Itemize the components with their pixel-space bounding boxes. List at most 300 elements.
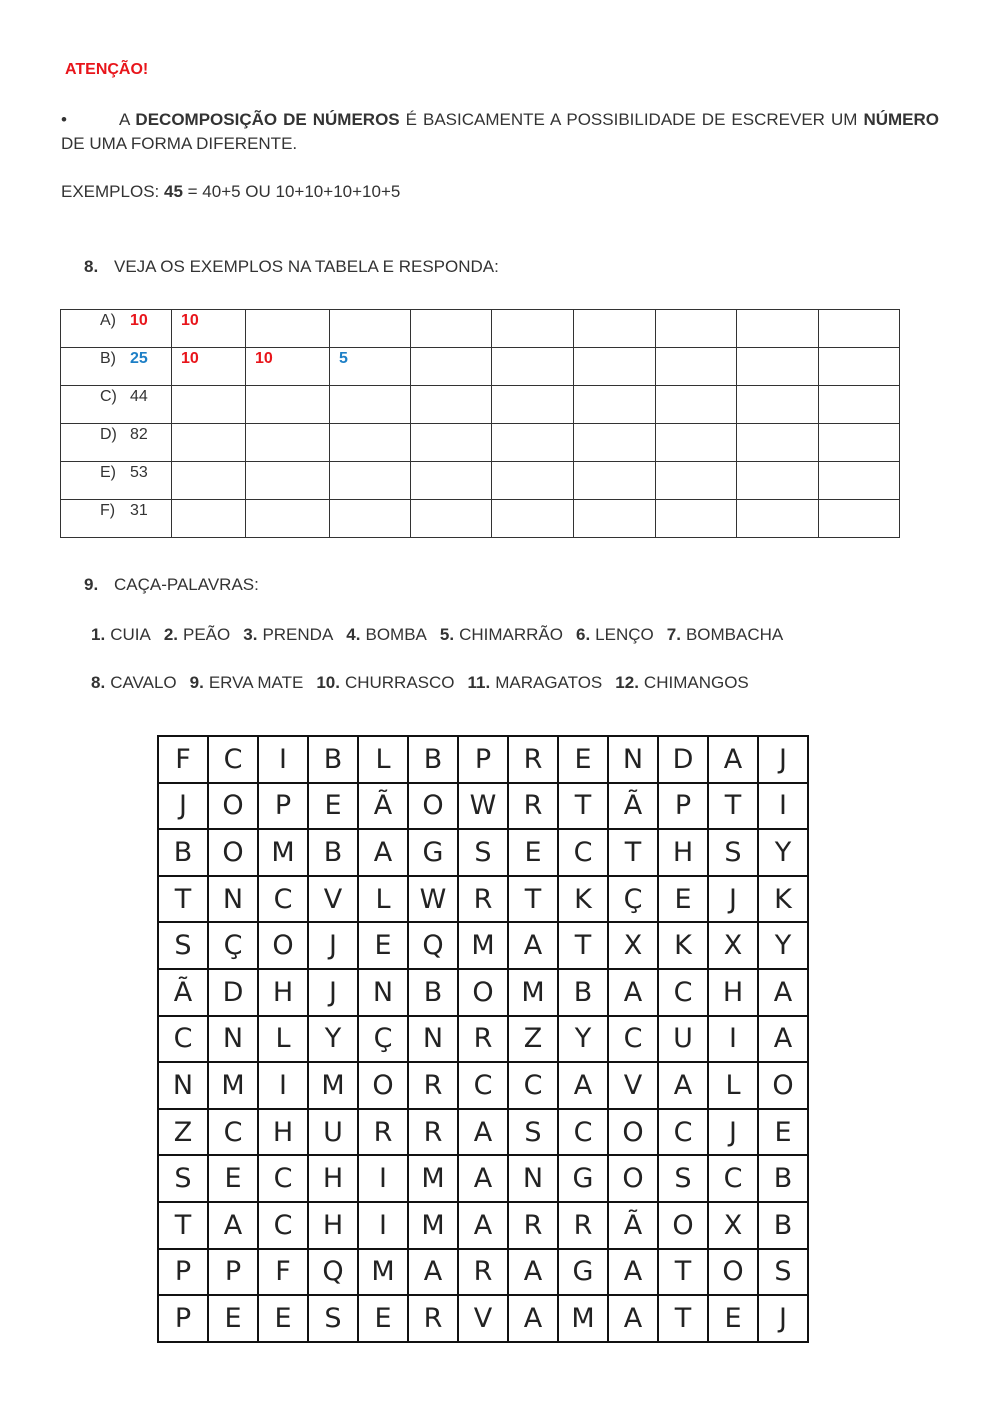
grid-letter-cell[interactable]: E	[559, 737, 609, 784]
grid-letter-cell[interactable]: C	[659, 970, 709, 1017]
grid-letter-cell[interactable]: S	[509, 1110, 559, 1157]
table-row	[61, 500, 900, 538]
grid-letter-cell[interactable]: J	[159, 784, 209, 831]
grid-letter-cell[interactable]: B	[559, 970, 609, 1017]
word-number: 9.	[189, 673, 204, 692]
grid-letter-cell[interactable]: X	[709, 1203, 759, 1250]
grid-letter-cell[interactable]: G	[559, 1250, 609, 1297]
grid-letter-cell[interactable]: A	[609, 1250, 659, 1297]
grid-letter-cell[interactable]: B	[759, 1156, 809, 1203]
grid-letter-cell[interactable]: C	[209, 1110, 259, 1157]
word-number: 5.	[439, 625, 455, 644]
answer-cell	[574, 462, 656, 500]
grid-letter-cell[interactable]: L	[359, 877, 409, 924]
grid-letter-cell[interactable]: R	[509, 1203, 559, 1250]
answer-cell	[172, 424, 246, 462]
answer-cell	[246, 462, 330, 500]
word-number: 2.	[163, 625, 178, 644]
grid-letter-cell[interactable]: O	[709, 1250, 759, 1297]
grid-letter-cell[interactable]: R	[459, 877, 509, 924]
table-row	[61, 424, 900, 462]
intro-text-3: DE UMA FORMA DIFERENTE.	[61, 134, 298, 153]
grid-letter-cell[interactable]: T	[159, 1203, 209, 1250]
answer-cell	[330, 424, 411, 462]
question-8-number: 8.	[84, 257, 99, 276]
grid-letter-cell[interactable]: Ç	[359, 1017, 409, 1064]
intro-term-decomposition: DECOMPOSIÇÃO DE NÚMEROS	[135, 110, 400, 129]
grid-letter-cell[interactable]: E	[209, 1156, 259, 1203]
answer-cell	[411, 424, 492, 462]
grid-letter-cell[interactable]: B	[759, 1203, 809, 1250]
word-list-item	[576, 625, 654, 644]
grid-letter-cell[interactable]: E	[509, 830, 559, 877]
grid-letter-cell[interactable]: I	[259, 737, 309, 784]
grid-letter-cell[interactable]: H	[659, 830, 709, 877]
answer-cell	[656, 310, 737, 348]
grid-letter-cell[interactable]: C	[709, 1156, 759, 1203]
grid-letter-cell[interactable]: R	[459, 1017, 509, 1064]
grid-letter-cell[interactable]: M	[409, 1203, 459, 1250]
word-number: 1.	[91, 625, 106, 644]
grid-letter-cell[interactable]: R	[509, 737, 559, 784]
answer-cell	[737, 348, 819, 386]
grid-letter-cell[interactable]: M	[509, 970, 559, 1017]
row-letter: E)	[100, 464, 116, 481]
word-text: ERVA MATE	[208, 673, 304, 692]
word-number: 4.	[346, 625, 361, 644]
word-list-item	[243, 625, 333, 644]
grid-letter-cell[interactable]: N	[359, 970, 409, 1017]
word-number: 7.	[666, 625, 681, 644]
answer-cell	[246, 310, 330, 348]
answer-cell	[330, 386, 411, 424]
grid-letter-cell[interactable]: A	[509, 1250, 559, 1297]
table-row	[61, 462, 900, 500]
word-text: PRENDA	[262, 625, 334, 644]
word-text: LENÇO	[595, 625, 654, 644]
grid-letter-cell[interactable]: T	[709, 784, 759, 831]
word-text: MARAGATOS	[495, 673, 603, 692]
grid-letter-cell[interactable]: C	[559, 830, 609, 877]
answer-cell: 5	[330, 348, 411, 386]
grid-letter-cell[interactable]: A	[459, 1110, 509, 1157]
grid-letter-cell[interactable]: E	[309, 784, 359, 831]
grid-letter-cell[interactable]: B	[159, 830, 209, 877]
answer-cell	[492, 462, 574, 500]
grid-letter-cell[interactable]: Ã	[359, 784, 409, 831]
word-text: PEÃO	[183, 625, 231, 644]
grid-letter-cell[interactable]: J	[759, 737, 809, 784]
grid-letter-cell[interactable]: I	[259, 1063, 309, 1110]
grid-letter-cell[interactable]: M	[559, 1296, 609, 1343]
grid-letter-cell[interactable]: N	[159, 1063, 209, 1110]
grid-letter-cell[interactable]: R	[559, 1203, 609, 1250]
grid-letter-cell[interactable]: C	[559, 1110, 609, 1157]
intro-text-2: É BASICAMENTE A POSSIBILIDADE DE ESCREVER UM	[399, 110, 864, 129]
examples-label: EXEMPLOS:	[61, 182, 164, 201]
answer-cell	[574, 348, 656, 386]
grid-letter-cell[interactable]: Z	[509, 1017, 559, 1064]
grid-letter-cell[interactable]: O	[659, 1203, 709, 1250]
row-number: 31	[130, 502, 148, 519]
grid-letter-cell[interactable]: O	[409, 784, 459, 831]
grid-letter-cell[interactable]: C	[659, 1110, 709, 1157]
grid-letter-cell[interactable]: V	[609, 1063, 659, 1110]
grid-letter-cell[interactable]: R	[409, 1063, 459, 1110]
grid-letter-cell[interactable]: N	[609, 737, 659, 784]
grid-letter-cell[interactable]: A	[659, 1063, 709, 1110]
word-list-item	[468, 673, 603, 692]
grid-letter-cell[interactable]: U	[309, 1110, 359, 1157]
grid-letter-cell[interactable]: I	[359, 1203, 409, 1250]
grid-letter-cell[interactable]: A	[759, 1017, 809, 1064]
grid-letter-cell[interactable]: B	[409, 970, 459, 1017]
grid-letter-cell[interactable]: Ç	[209, 923, 259, 970]
grid-letter-cell[interactable]: C	[609, 1017, 659, 1064]
grid-letter-cell[interactable]: E	[659, 877, 709, 924]
answer-cell	[819, 348, 900, 386]
answer-cell	[172, 386, 246, 424]
grid-letter-cell[interactable]: J	[759, 1296, 809, 1343]
intro-paragraph	[61, 108, 939, 156]
answer-cell	[492, 500, 574, 538]
answer-cell	[330, 462, 411, 500]
word-text: CUIA	[110, 625, 151, 644]
grid-letter-cell[interactable]: T	[609, 830, 659, 877]
grid-letter-cell[interactable]: Ã	[609, 1203, 659, 1250]
answer-cell: 10	[246, 348, 330, 386]
examples-rest: = 40+5 OU 10+10+10+10+5	[182, 182, 401, 201]
word-list-item	[91, 625, 151, 644]
intro-text-1: A	[119, 110, 136, 129]
grid-letter-cell[interactable]: R	[409, 1296, 459, 1343]
grid-letter-cell[interactable]: E	[259, 1296, 309, 1343]
word-search-grid	[157, 735, 809, 1343]
grid-letter-cell[interactable]: O	[209, 784, 259, 831]
word-number: 8.	[91, 673, 106, 692]
answer-cell	[411, 310, 492, 348]
row-label-cell	[61, 386, 172, 424]
row-number: 82	[130, 426, 148, 443]
grid-letter-cell[interactable]: U	[659, 1017, 709, 1064]
row-label-cell	[61, 310, 172, 348]
grid-letter-cell[interactable]: T	[659, 1296, 709, 1343]
word-text: BOMBACHA	[685, 625, 784, 644]
answer-cell	[411, 386, 492, 424]
grid-letter-cell[interactable]: O	[759, 1063, 809, 1110]
grid-letter-cell[interactable]: E	[359, 923, 409, 970]
grid-letter-cell[interactable]: E	[759, 1110, 809, 1157]
word-list-item	[190, 673, 304, 692]
question-9-text: CAÇA-PALAVRAS:	[114, 575, 259, 594]
grid-letter-cell[interactable]: B	[309, 830, 359, 877]
grid-letter-cell[interactable]: V	[459, 1296, 509, 1343]
grid-letter-cell[interactable]: H	[259, 1110, 309, 1157]
grid-letter-cell[interactable]: Y	[309, 1017, 359, 1064]
row-label-cell	[61, 462, 172, 500]
grid-letter-cell[interactable]: S	[459, 830, 509, 877]
row-letter: D)	[100, 426, 117, 443]
word-text: CHURRASCO	[344, 673, 455, 692]
answer-cell	[819, 424, 900, 462]
word-text: BOMBA	[365, 625, 427, 644]
grid-letter-cell[interactable]: A	[459, 1203, 509, 1250]
word-text: CAVALO	[110, 673, 177, 692]
answer-cell: 10	[172, 310, 246, 348]
grid-letter-cell[interactable]: A	[559, 1063, 609, 1110]
grid-letter-cell[interactable]: T	[559, 784, 609, 831]
answer-cell	[411, 462, 492, 500]
grid-letter-cell[interactable]: E	[209, 1296, 259, 1343]
answer-cell	[246, 500, 330, 538]
grid-letter-cell[interactable]: A	[709, 737, 759, 784]
examples-number: 45	[163, 182, 183, 201]
attention-heading: ATENÇÃO!	[65, 61, 149, 78]
grid-letter-cell[interactable]: Q	[409, 923, 459, 970]
grid-letter-cell[interactable]: B	[409, 737, 459, 784]
grid-letter-cell[interactable]: P	[459, 737, 509, 784]
grid-letter-cell[interactable]: S	[709, 830, 759, 877]
answer-cell	[172, 500, 246, 538]
grid-letter-cell[interactable]: O	[609, 1110, 659, 1157]
answer-cell	[656, 424, 737, 462]
grid-letter-cell[interactable]: O	[609, 1156, 659, 1203]
grid-letter-cell[interactable]: Y	[759, 830, 809, 877]
grid-letter-cell[interactable]: T	[159, 877, 209, 924]
answer-cell	[492, 424, 574, 462]
grid-letter-cell[interactable]: I	[709, 1017, 759, 1064]
grid-letter-cell[interactable]: P	[159, 1296, 209, 1343]
grid-letter-cell[interactable]: M	[209, 1063, 259, 1110]
answer-cell	[656, 386, 737, 424]
answer-cell	[411, 500, 492, 538]
grid-letter-cell[interactable]: E	[359, 1296, 409, 1343]
answer-cell	[737, 462, 819, 500]
word-list-item	[440, 625, 563, 644]
grid-letter-cell[interactable]: Y	[759, 923, 809, 970]
row-number: 44	[130, 388, 148, 405]
grid-letter-cell[interactable]: N	[409, 1017, 459, 1064]
grid-letter-cell[interactable]: C	[209, 737, 259, 784]
grid-letter-cell[interactable]: M	[409, 1156, 459, 1203]
answer-cell	[574, 386, 656, 424]
grid-letter-cell[interactable]: P	[209, 1250, 259, 1297]
row-number: 25	[130, 350, 148, 367]
grid-letter-cell[interactable]: Q	[309, 1250, 359, 1297]
answer-cell	[819, 310, 900, 348]
answer-cell	[819, 386, 900, 424]
grid-letter-cell[interactable]: Ã	[609, 784, 659, 831]
word-number: 12.	[615, 673, 639, 692]
grid-letter-cell[interactable]: C	[509, 1063, 559, 1110]
grid-letter-cell[interactable]: X	[709, 923, 759, 970]
answer-cell	[574, 500, 656, 538]
grid-letter-cell[interactable]: A	[759, 970, 809, 1017]
answer-cell	[737, 310, 819, 348]
answer-cell	[330, 500, 411, 538]
grid-letter-cell[interactable]: B	[309, 737, 359, 784]
grid-letter-cell[interactable]: T	[509, 877, 559, 924]
answer-cell	[656, 500, 737, 538]
question-8-title	[84, 257, 499, 277]
grid-letter-cell[interactable]: Z	[159, 1110, 209, 1157]
grid-letter-cell[interactable]: F	[159, 737, 209, 784]
grid-letter-cell[interactable]: K	[759, 877, 809, 924]
grid-letter-cell[interactable]: K	[559, 877, 609, 924]
word-list-item	[615, 673, 748, 692]
grid-letter-cell[interactable]: J	[709, 1110, 759, 1157]
grid-letter-cell[interactable]: H	[309, 1203, 359, 1250]
answer-cell	[656, 348, 737, 386]
word-list-item	[91, 673, 177, 692]
row-label-cell	[61, 348, 172, 386]
grid-letter-cell[interactable]: N	[209, 877, 259, 924]
row-number: 10	[130, 312, 148, 329]
grid-letter-cell[interactable]: J	[309, 923, 359, 970]
grid-letter-cell[interactable]: Y	[559, 1017, 609, 1064]
grid-letter-cell[interactable]: C	[159, 1017, 209, 1064]
grid-letter-cell[interactable]: A	[509, 1296, 559, 1343]
grid-letter-cell[interactable]: I	[759, 784, 809, 831]
question-9-title	[84, 575, 259, 595]
grid-letter-cell[interactable]: G	[409, 830, 459, 877]
word-number: 11.	[467, 673, 491, 692]
word-number: 3.	[243, 625, 258, 644]
grid-letter-cell[interactable]: P	[259, 784, 309, 831]
grid-letter-cell[interactable]: O	[209, 830, 259, 877]
grid-letter-cell[interactable]: A	[459, 1156, 509, 1203]
grid-letter-cell[interactable]: T	[559, 923, 609, 970]
grid-letter-cell[interactable]: W	[459, 784, 509, 831]
word-list-line-2	[91, 673, 762, 693]
grid-letter-cell[interactable]: M	[459, 923, 509, 970]
grid-letter-cell[interactable]: L	[259, 1017, 309, 1064]
grid-letter-cell[interactable]: M	[259, 830, 309, 877]
grid-letter-cell[interactable]: H	[709, 970, 759, 1017]
answer-cell	[737, 500, 819, 538]
word-list-line-1	[91, 625, 796, 645]
answer-cell	[737, 424, 819, 462]
answer-cell	[172, 462, 246, 500]
row-letter: F)	[100, 502, 116, 519]
grid-letter-cell[interactable]: O	[259, 923, 309, 970]
answer-cell	[656, 462, 737, 500]
grid-letter-cell[interactable]: S	[759, 1250, 809, 1297]
grid-letter-cell[interactable]: X	[609, 923, 659, 970]
grid-letter-cell[interactable]: S	[309, 1296, 359, 1343]
table-row	[61, 348, 900, 386]
grid-letter-cell[interactable]: N	[209, 1017, 259, 1064]
grid-letter-cell[interactable]: R	[509, 784, 559, 831]
grid-letter-cell[interactable]: L	[359, 737, 409, 784]
grid-letter-cell[interactable]: Ã	[159, 970, 209, 1017]
grid-letter-cell[interactable]: V	[309, 877, 359, 924]
word-number: 10.	[316, 673, 340, 692]
grid-letter-cell[interactable]: O	[459, 970, 509, 1017]
bullet: •	[61, 110, 67, 129]
grid-letter-cell[interactable]: A	[609, 1296, 659, 1343]
grid-letter-cell[interactable]: M	[309, 1063, 359, 1110]
grid-letter-cell[interactable]: M	[359, 1250, 409, 1297]
answer-cell	[411, 348, 492, 386]
grid-letter-cell[interactable]: A	[609, 970, 659, 1017]
word-list-item	[316, 673, 454, 692]
row-label-cell	[61, 424, 172, 462]
word-text: CHIMANGOS	[643, 673, 749, 692]
decomposition-table	[60, 309, 900, 538]
grid-letter-cell[interactable]: O	[359, 1063, 409, 1110]
grid-letter-cell[interactable]: P	[659, 784, 709, 831]
word-list-item	[346, 625, 427, 644]
grid-letter-cell[interactable]: P	[159, 1250, 209, 1297]
grid-letter-cell[interactable]: S	[659, 1156, 709, 1203]
grid-letter-cell[interactable]: C	[259, 877, 309, 924]
answer-cell	[574, 424, 656, 462]
grid-letter-cell[interactable]: Ç	[609, 877, 659, 924]
grid-letter-cell[interactable]: D	[659, 737, 709, 784]
table-row	[61, 310, 900, 348]
word-text: CHIMARRÃO	[459, 625, 563, 644]
grid-letter-cell[interactable]: H	[259, 970, 309, 1017]
grid-letter-cell[interactable]: R	[459, 1250, 509, 1297]
table-row	[61, 386, 900, 424]
row-letter: B)	[100, 350, 116, 367]
row-number: 53	[130, 464, 148, 481]
question-8-text: VEJA OS EXEMPLOS NA TABELA E RESPONDA:	[114, 257, 499, 276]
grid-letter-cell[interactable]: S	[159, 1156, 209, 1203]
answer-cell	[492, 310, 574, 348]
grid-letter-cell[interactable]: A	[509, 923, 559, 970]
grid-letter-cell[interactable]: N	[509, 1156, 559, 1203]
grid-letter-cell[interactable]: R	[359, 1110, 409, 1157]
intro-term-number: NÚMERO	[863, 110, 939, 129]
grid-letter-cell[interactable]: F	[259, 1250, 309, 1297]
grid-letter-cell[interactable]: K	[659, 923, 709, 970]
grid-letter-cell[interactable]: A	[359, 830, 409, 877]
grid-letter-cell[interactable]: S	[159, 923, 209, 970]
row-letter: A)	[100, 312, 116, 329]
grid-letter-cell[interactable]: C	[459, 1063, 509, 1110]
answer-cell: 10	[172, 348, 246, 386]
word-list-item	[667, 625, 783, 644]
grid-letter-cell[interactable]: C	[259, 1156, 309, 1203]
grid-letter-cell[interactable]: I	[359, 1156, 409, 1203]
row-letter: C)	[100, 388, 117, 405]
grid-letter-cell[interactable]: D	[209, 970, 259, 1017]
grid-letter-cell[interactable]: A	[409, 1250, 459, 1297]
grid-letter-cell[interactable]: R	[409, 1110, 459, 1157]
grid-letter-cell[interactable]: J	[709, 877, 759, 924]
grid-letter-cell[interactable]: H	[309, 1156, 359, 1203]
answer-cell	[737, 386, 819, 424]
grid-letter-cell[interactable]: T	[659, 1250, 709, 1297]
answer-cell	[246, 424, 330, 462]
answer-cell	[492, 348, 574, 386]
grid-letter-cell[interactable]: G	[559, 1156, 609, 1203]
grid-letter-cell[interactable]: J	[309, 970, 359, 1017]
answer-cell	[819, 500, 900, 538]
grid-letter-cell[interactable]: A	[209, 1203, 259, 1250]
grid-letter-cell[interactable]: W	[409, 877, 459, 924]
grid-letter-cell[interactable]: C	[259, 1203, 309, 1250]
grid-letter-cell[interactable]: E	[709, 1296, 759, 1343]
answer-cell	[819, 462, 900, 500]
question-9-number: 9.	[84, 575, 99, 594]
word-list-item	[164, 625, 230, 644]
answer-cell	[574, 310, 656, 348]
row-label-cell	[61, 500, 172, 538]
grid-letter-cell[interactable]: L	[709, 1063, 759, 1110]
